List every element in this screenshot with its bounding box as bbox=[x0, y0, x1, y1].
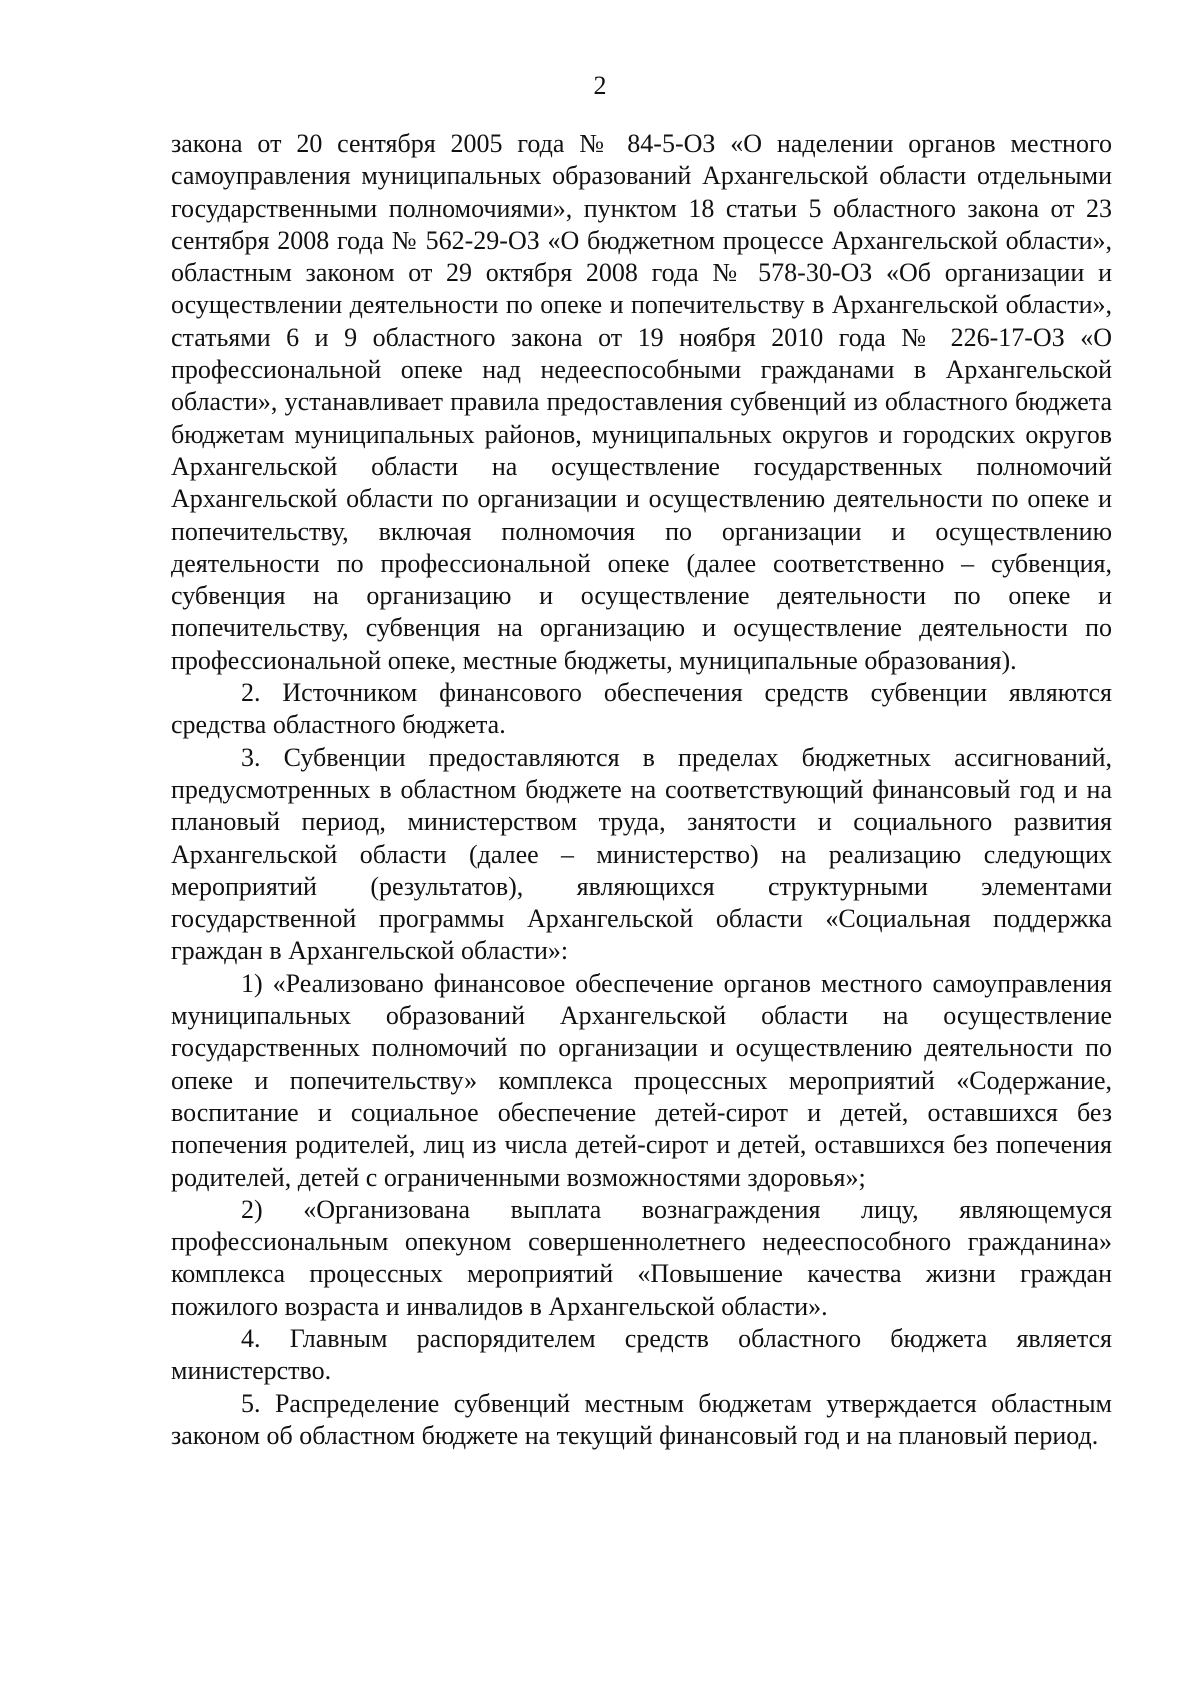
paragraph-subitem-1: 1) «Реализовано финансовое обеспечение органов местного самоуправления муниципальных образований Архангельской области на осуществление государственных полномочий по организации и осуществлению деятельности по опеке и попечительству» комплекса процессных мероприятий «Содержание, воспитание и социальное обеспечение детей-сирот и детей, оставшихся без попечения родителей, лиц из числа детей-сирот и детей, оставшихся без попечения родителей, детей с ограниченными возможностями здоровья»; bbox=[171, 968, 1112, 1192]
paragraph-subitem-2: 2) «Организована выплата вознаграждения лицу, являющемуся профессиональным опекуном совершеннолетнего недееспособного гражданина» комплекса процессных мероприятий «Повышение качества жизни граждан пожилого возраста и инвалидов в Архангельской области». bbox=[171, 1194, 1112, 1321]
document-body bbox=[171, 128, 1112, 1452]
paragraph-item-2: 2. Источником финансового обеспечения средств субвенции являются средства областного бюджета. bbox=[171, 678, 1112, 740]
paragraph-item-4: 4. Главным распорядителем средств областного бюджета является министерство. bbox=[171, 1323, 1112, 1386]
paragraph-item-5: 5. Распределение субвенций местным бюджетам утверждается областным законом об областном бюджете на текущий финансовый год и на плановый период. bbox=[171, 1388, 1112, 1450]
paragraph-continuation: закона от 20 сентября 2005 года № 84-5-ОЗ «О наделении органов местного самоуправления муниципальных образований Архангельской области отдельными государственными полномочиями», пунктом 18 статьи 5 областного закона от 23 сентября 2008 года № 562-29-ОЗ «О бюджетном процессе Архангельской области», областным законом от 29 октября 2008 года № 578-30-ОЗ «Об организации и осуществлении деятельности по опеке и попечительству в Архангельской области», статьями 6 и 9 областного закона от 19 ноября 2010 года № 226-17-ОЗ «О профессиональной опеке над недееспособными гражданами в Архангельской области», устанавливает правила предоставления субвенций из областного бюджета бюджетам муниципальных районов, муниципальных округов и городских округов Архангельской области на осуществление государственных полномочий Архангельской области по организации и осуществлению деятельности по опеке и попечительству, включая полномочия по организации и осуществлению деятельности по профессиональной опеке (далее соответственно – субвенция, субвенция на организацию и осуществление деятельности по опеке и попечительству, субвенция на организацию и осуществление деятельности по профессиональной опеке, местные бюджеты, муниципальные образования). bbox=[171, 129, 1112, 675]
page-number: 2 bbox=[593, 71, 607, 100]
paragraph-item-3: 3. Субвенции предоставляются в пределах бюджетных ассигнований, предусмотренных в областном бюджете на соответствующий финансовый год и на плановый период, министерством труда, занятости и социального развития Архангельской области (далее – министерство) на реализацию следующих мероприятий (результатов), являющихся структурными элементами государственной программы Архангельской области «Социальная поддержка граждан в Архангельской области»: bbox=[171, 742, 1112, 966]
